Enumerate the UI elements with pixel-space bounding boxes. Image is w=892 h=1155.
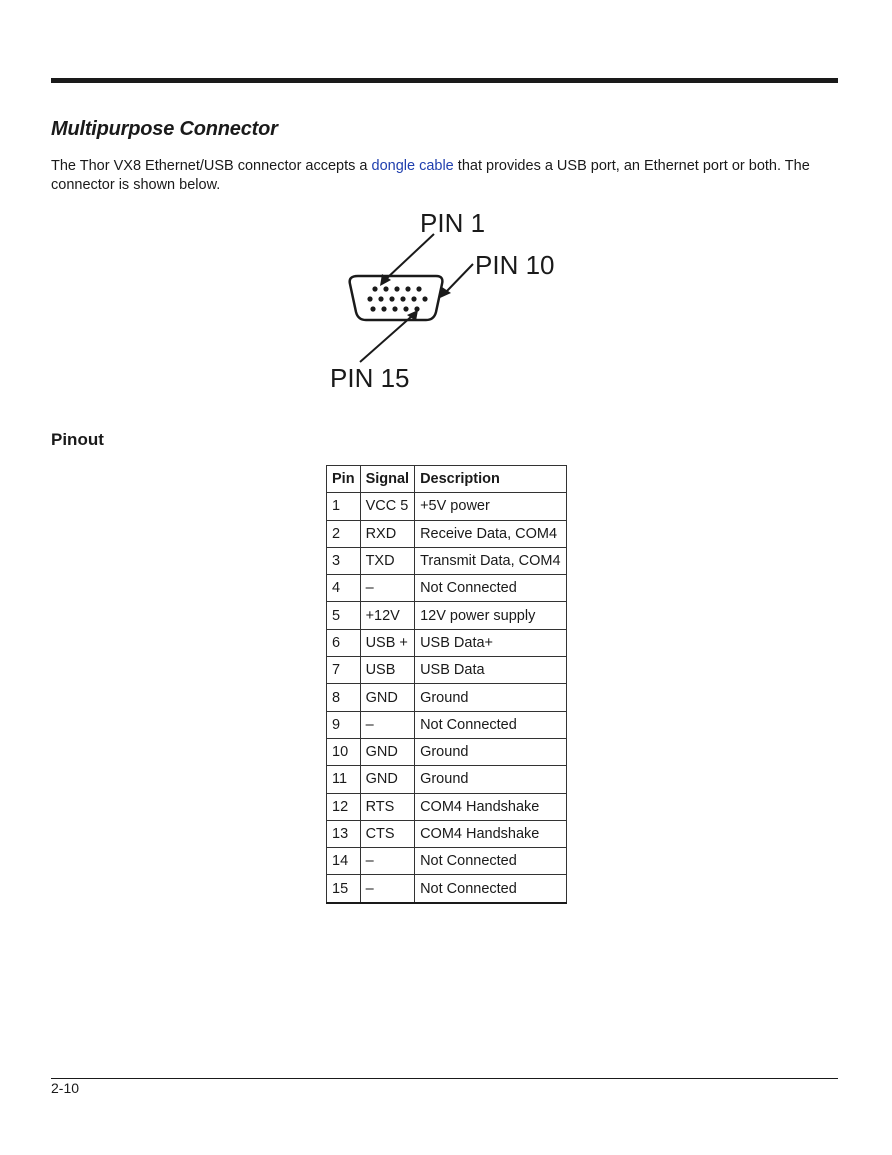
table-row	[327, 766, 567, 793]
description-cell: Not Connected	[415, 875, 566, 903]
connector-shell	[350, 276, 443, 320]
pin-cell: 5	[327, 602, 361, 629]
signal-cell: RXD	[360, 520, 415, 547]
pin-cell: 10	[327, 738, 361, 765]
signal-cell: –	[360, 711, 415, 738]
description-cell: 12V power supply	[415, 602, 566, 629]
signal-cell: GND	[360, 684, 415, 711]
table-row	[327, 711, 567, 738]
table-row	[327, 602, 567, 629]
pin-cell: 11	[327, 766, 361, 793]
description-cell: Ground	[415, 684, 566, 711]
pinout-table-head	[327, 466, 567, 493]
pin-1-label: PIN 1	[420, 208, 486, 238]
pin-cell: 13	[327, 820, 361, 847]
dongle-cable-link[interactable]: dongle cable	[371, 158, 454, 174]
signal-cell: GND	[360, 738, 415, 765]
description-cell: Not Connected	[415, 711, 566, 738]
signal-cell: USB +	[360, 629, 415, 656]
table-row	[327, 820, 567, 847]
table-row	[327, 575, 567, 602]
intro-text-start: The Thor VX8 Ethernet/USB connector accepts a	[51, 158, 372, 174]
pin-cell: 12	[327, 793, 361, 820]
signal-cell: –	[360, 575, 415, 602]
table-row	[327, 875, 567, 903]
pinout-table-body	[327, 493, 567, 903]
pin-cell: 2	[327, 520, 361, 547]
table-row	[327, 793, 567, 820]
pinout-table	[326, 465, 567, 904]
pin-cell: 6	[327, 629, 361, 656]
description-cell: USB Data+	[415, 629, 566, 656]
table-row	[327, 657, 567, 684]
table-row	[327, 493, 567, 520]
signal-cell: TXD	[360, 547, 415, 574]
signal-cell: RTS	[360, 793, 415, 820]
description-cell: Not Connected	[415, 848, 566, 875]
signal-cell: –	[360, 875, 415, 903]
pin-10-label: PIN 10	[475, 250, 555, 280]
pin-cell: 1	[327, 493, 361, 520]
description-cell: Ground	[415, 738, 566, 765]
description-cell: COM4 Handshake	[415, 820, 566, 847]
signal-cell: CTS	[360, 820, 415, 847]
table-row	[327, 629, 567, 656]
pin-15-label: PIN 15	[330, 363, 410, 393]
table-row	[327, 684, 567, 711]
signal-cell: +12V	[360, 602, 415, 629]
signal-cell: GND	[360, 766, 415, 793]
table-row	[327, 738, 567, 765]
description-cell: Not Connected	[415, 575, 566, 602]
table-row	[327, 547, 567, 574]
pin-cell: 14	[327, 848, 361, 875]
description-cell: COM4 Handshake	[415, 793, 566, 820]
description-cell: Receive Data, COM4	[415, 520, 566, 547]
section-title: Multipurpose Connector	[51, 118, 278, 140]
description-cell: Transmit Data, COM4	[415, 547, 566, 574]
description-cell: +5V power	[415, 493, 566, 520]
header-rule	[51, 78, 838, 83]
pin-cell: 15	[327, 875, 361, 903]
table-header-row	[327, 466, 567, 493]
description-cell: USB Data	[415, 657, 566, 684]
connector-diagram	[320, 200, 580, 400]
pin-cell: 9	[327, 711, 361, 738]
signal-cell: –	[360, 848, 415, 875]
table-row	[327, 848, 567, 875]
description-cell: Ground	[415, 766, 566, 793]
column-header-pin: Pin	[327, 466, 361, 493]
table-row	[327, 520, 567, 547]
column-header-signal: Signal	[360, 466, 415, 493]
column-header-description: Description	[415, 466, 566, 493]
signal-cell: USB	[360, 657, 415, 684]
page-number: 2-10	[51, 1080, 80, 1096]
intro-text-end: that provides a USB port, an Ethernet port or both. The connector is shown below.	[51, 158, 810, 193]
footer-rule	[51, 1078, 838, 1079]
pin-cell: 8	[327, 684, 361, 711]
pin-cell: 4	[327, 575, 361, 602]
pin-cell: 7	[327, 657, 361, 684]
pin-cell: 3	[327, 547, 361, 574]
signal-cell: VCC 5	[360, 493, 415, 520]
pinout-heading: Pinout	[51, 430, 104, 449]
intro-paragraph	[51, 157, 811, 195]
